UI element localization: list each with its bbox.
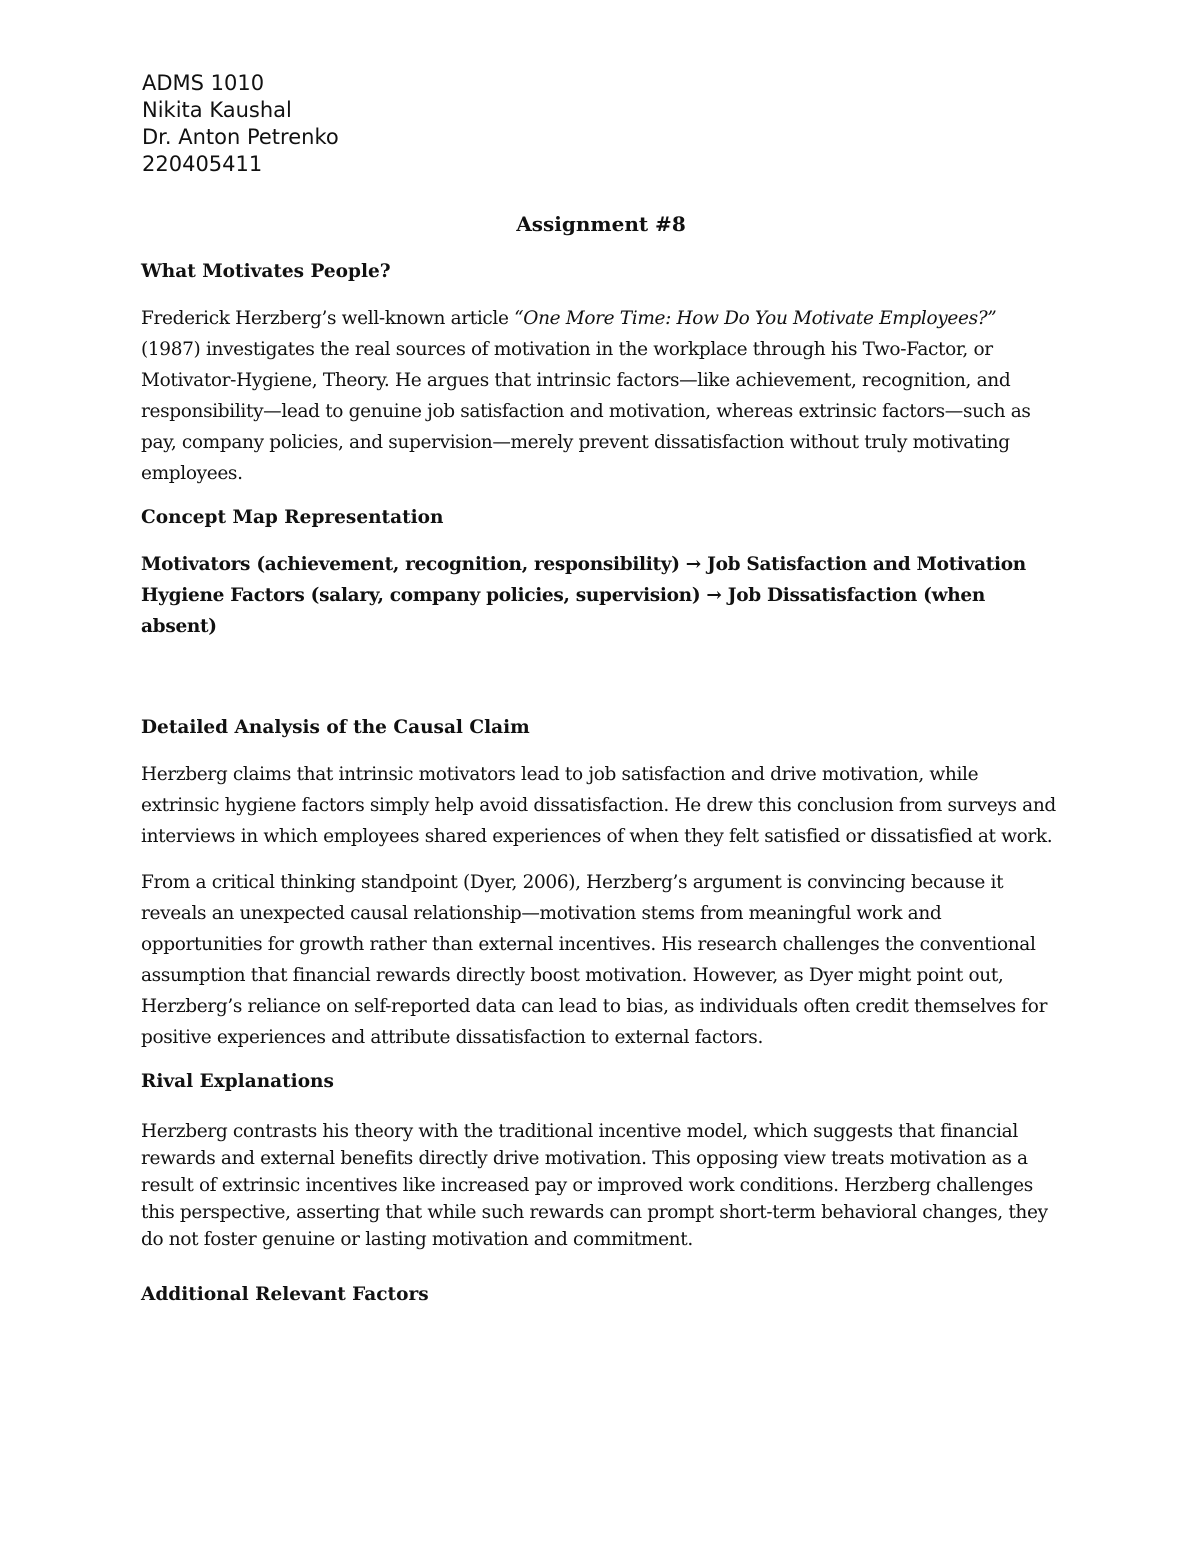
header-block — [142, 70, 339, 178]
concept-map — [141, 549, 1061, 642]
paragraph-analysis-1: Herzberg claims that intrinsic motivators lead to job satisfaction and drive motivation, while extrinsic hygiene factors simply help avoid dissatisfaction. He drew this conclusion from surveys and interviews in which employees shared experiences of when they felt satisfied or dissatisfied at work. — [141, 764, 1056, 847]
concept-line-hygiene: Hygiene Factors (salary, company policies, supervision) → Job Dissatisfaction (when absent) — [141, 585, 985, 637]
paragraph-rival: Herzberg contrasts his theory with the traditional incentive model, which suggests that financial rewards and external benefits directly drive motivation. This opposing view treats motivation as a result of extrinsic incentives like increased pay or improved work conditions. Herzberg challenges this perspective, asserting that while such rewards can prompt short-term behavioral changes, they do not foster genuine or lasting motivation and commitment. — [141, 1121, 1048, 1250]
paragraph-intro — [141, 303, 1061, 489]
document-body — [141, 210, 1061, 1326]
student-name: Nikita Kaushal — [142, 98, 292, 122]
course-code: ADMS 1010 — [142, 71, 265, 95]
document-title: Assignment #8 — [516, 212, 686, 236]
heading-additional: Additional Relevant Factors — [141, 1284, 429, 1305]
heading-analysis: Detailed Analysis of the Causal Claim — [141, 717, 530, 738]
intro-text-pre: Frederick Herzberg’s well-known article — [141, 308, 515, 329]
heading-rival: Rival Explanations — [141, 1071, 334, 1092]
concept-line-motivators: Motivators (achievement, recognition, responsibility) → Job Satisfaction and Motivation — [141, 554, 1026, 575]
instructor-name: Dr. Anton Petrenko — [142, 125, 339, 149]
article-title: “One More Time: How Do You Motivate Employees?” — [514, 308, 997, 329]
paragraph-analysis-2: From a critical thinking standpoint (Dyer, 2006), Herzberg’s argument is convincing because it reveals an unexpected causal relationship—motivation stems from meaningful work and opportunities for growth rather than external incentives. His research challenges the conventional assumption that financial rewards directly boost motivation. However, as Dyer might point out, Herzberg’s reliance on self-reported data can lead to bias, as individuals often credit themselves for positive experiences and attribute dissatisfaction to external factors. — [141, 872, 1048, 1048]
heading-what-motivates: What Motivates People? — [141, 261, 391, 282]
heading-concept-map: Concept Map Representation — [141, 507, 444, 528]
intro-text-post: (1987) investigates the real sources of motivation in the workplace through his Two-Factor, or Motivator-Hygiene, Theory. He argues that intrinsic factors—like achievement, recognition, and responsibility—lead to genuine job satisfaction and motivation, whereas extrinsic factors—such as pay, company policies, and supervision—merely prevent dissatisfaction without truly motivating employees. — [141, 339, 1031, 484]
student-id: 220405411 — [142, 152, 263, 176]
